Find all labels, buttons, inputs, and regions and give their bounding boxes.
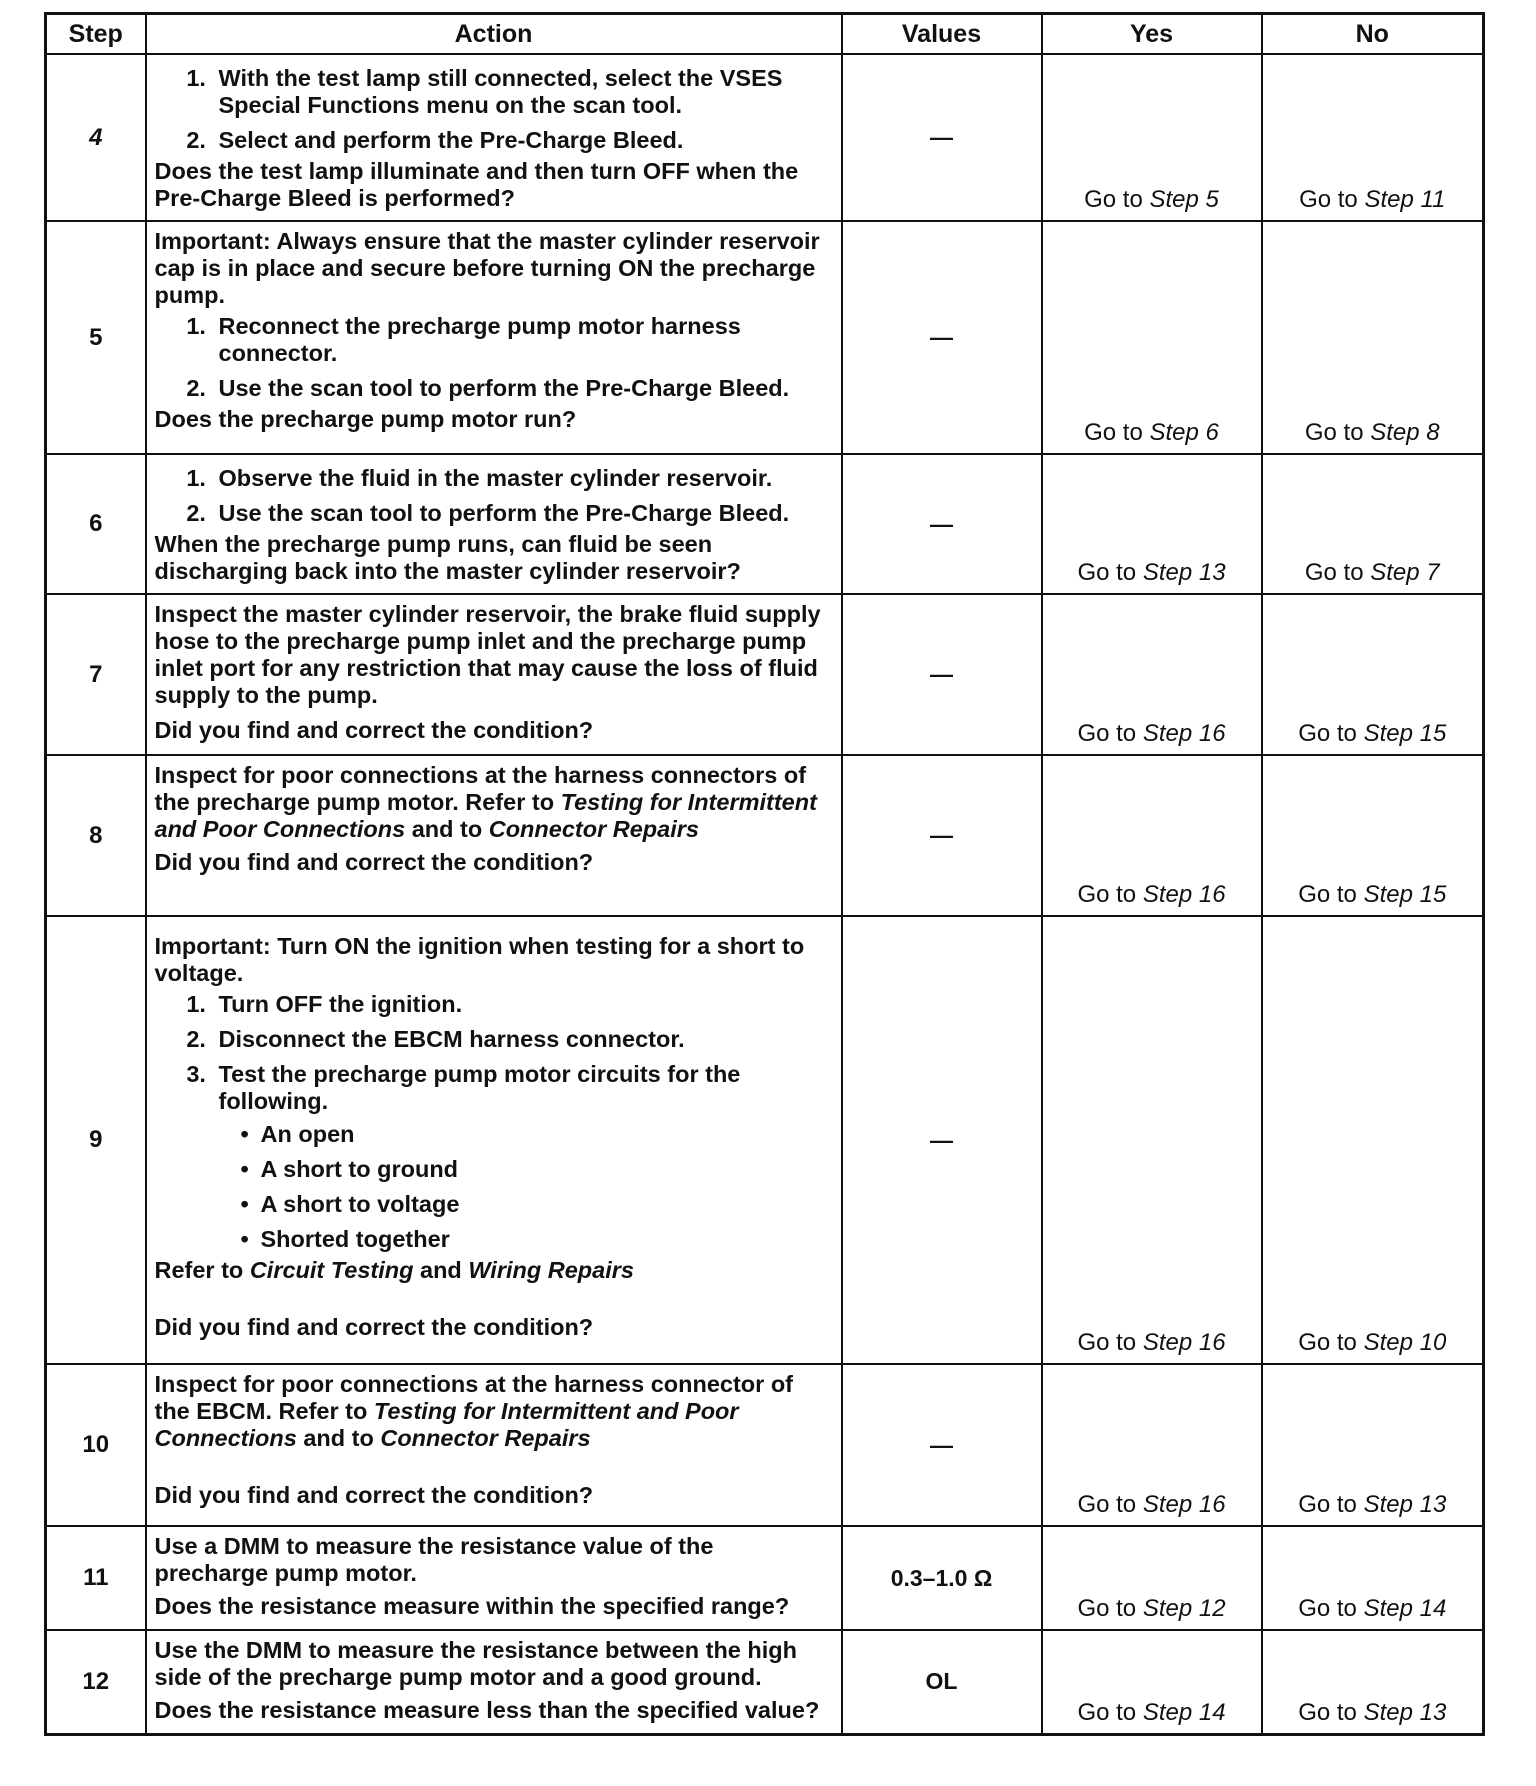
diagnostic-table bbox=[44, 12, 1485, 1736]
step-number: 11 bbox=[46, 1526, 146, 1630]
refer-text bbox=[155, 1257, 831, 1284]
column-header-step: Step bbox=[46, 14, 146, 55]
bullet-item: • Shorted together bbox=[255, 1226, 831, 1253]
no-step-link[interactable]: Step 10 bbox=[1363, 1329, 1447, 1356]
go-to-prefix: Go to bbox=[1077, 1698, 1143, 1726]
instruction-text-part: Inspect for poor connections at the harness connectors of the precharge pump motor. Refer to bbox=[154, 762, 807, 815]
go-to-prefix: Go to bbox=[1077, 1595, 1143, 1622]
procedure-step: 1. Observe the fluid in the master cylinder reservoir. bbox=[213, 465, 831, 492]
yes-step-link[interactable]: Step 12 bbox=[1142, 1595, 1226, 1622]
yes-cell bbox=[1042, 1630, 1262, 1734]
yes-step-link[interactable]: Step 13 bbox=[1142, 559, 1226, 586]
value-cell: — bbox=[842, 594, 1042, 755]
instruction-text: Use a DMM to measure the resistance value of the precharge pump motor. bbox=[154, 1533, 714, 1586]
step-number: 4 bbox=[46, 54, 146, 221]
question-text: Does the resistance measure less than the specified value? bbox=[154, 1697, 820, 1723]
yes-cell bbox=[1042, 594, 1262, 755]
reference-link[interactable]: Circuit Testing bbox=[249, 1257, 414, 1283]
action-cell bbox=[146, 1526, 842, 1630]
go-to-prefix: Go to bbox=[1298, 1698, 1364, 1726]
question-text: Does the resistance measure within the specified range? bbox=[154, 1593, 790, 1619]
procedure-step-text: Test the precharge pump motor circuits for the following. bbox=[218, 1061, 741, 1114]
go-to-prefix: Go to bbox=[1299, 186, 1365, 213]
procedure-step: 1. With the test lamp still connected, select the VSES Special Functions menu on the scan tool. bbox=[213, 65, 831, 119]
yes-cell bbox=[1042, 454, 1262, 594]
question-text: Did you find and correct the condition? bbox=[154, 1482, 594, 1508]
instruction-text-part: and to bbox=[405, 816, 489, 842]
no-step-link[interactable]: Step 14 bbox=[1363, 1595, 1447, 1622]
yes-step-link[interactable]: Step 16 bbox=[1142, 720, 1226, 747]
no-step-link[interactable]: Step 11 bbox=[1364, 186, 1446, 213]
question-text: Did you find and correct the condition? bbox=[154, 849, 594, 875]
question-text: Does the precharge pump motor run? bbox=[154, 406, 577, 432]
go-to-prefix: Go to bbox=[1077, 720, 1143, 747]
value-cell: — bbox=[842, 221, 1042, 454]
go-to-prefix: Go to bbox=[1084, 419, 1150, 446]
instruction-text: Use the DMM to measure the resistance between the high side of the precharge pump motor and a good ground. bbox=[154, 1637, 797, 1690]
yes-cell bbox=[1042, 755, 1262, 916]
reference-link[interactable]: Testing for Intermittent and Poor Connections bbox=[154, 789, 817, 842]
procedure-step: 1. Reconnect the precharge pump motor harness connector. bbox=[213, 313, 831, 367]
important-label: Important: bbox=[154, 933, 271, 959]
yes-step-link[interactable]: Step 14 bbox=[1142, 1698, 1226, 1726]
question-text: When the precharge pump runs, can fluid be seen discharging back into the master cylinder reservoir? bbox=[154, 531, 741, 584]
go-to-prefix: Go to bbox=[1298, 1595, 1364, 1622]
step-number: 5 bbox=[46, 221, 146, 454]
value-cell: — bbox=[842, 54, 1042, 221]
table-row bbox=[46, 1364, 1484, 1526]
no-cell bbox=[1262, 916, 1484, 1364]
step-number: 10 bbox=[46, 1364, 146, 1526]
value-cell: — bbox=[842, 755, 1042, 916]
procedure-step bbox=[213, 1061, 831, 1253]
reference-link[interactable]: Wiring Repairs bbox=[468, 1257, 634, 1283]
procedure-list bbox=[155, 313, 831, 402]
go-to-prefix: Go to bbox=[1304, 559, 1371, 586]
table-row bbox=[46, 594, 1484, 755]
yes-cell bbox=[1042, 916, 1262, 1364]
important-text: Turn ON the ignition when testing for a short to voltage. bbox=[154, 933, 805, 986]
table-row bbox=[46, 916, 1484, 1364]
procedure-step: 2. Select and perform the Pre-Charge Bleed. bbox=[213, 127, 831, 154]
no-cell bbox=[1262, 755, 1484, 916]
go-to-prefix: Go to bbox=[1304, 419, 1371, 446]
question-text: Did you find and correct the condition? bbox=[154, 717, 594, 743]
no-cell bbox=[1262, 594, 1484, 755]
no-step-link[interactable]: Step 13 bbox=[1363, 1698, 1447, 1726]
refer-text-part: and bbox=[413, 1257, 469, 1283]
question-text: Did you find and correct the condition? bbox=[154, 1314, 594, 1340]
table-row bbox=[46, 755, 1484, 916]
no-step-link[interactable]: Step 15 bbox=[1363, 720, 1447, 747]
bullet-list bbox=[219, 1121, 831, 1253]
action-cell bbox=[146, 594, 842, 755]
action-cell bbox=[146, 755, 842, 916]
instruction-text-part: Inspect for poor connections at the harness connector of the EBCM. Refer to bbox=[154, 1371, 794, 1424]
no-step-link[interactable]: Step 7 bbox=[1370, 559, 1440, 586]
procedure-list bbox=[155, 65, 831, 154]
yes-cell bbox=[1042, 54, 1262, 221]
no-cell bbox=[1262, 221, 1484, 454]
instruction-text-part: and to bbox=[296, 1425, 381, 1451]
action-cell bbox=[146, 1364, 842, 1526]
procedure-step: 1. Turn OFF the ignition. bbox=[213, 991, 831, 1018]
column-header-action: Action bbox=[146, 14, 842, 55]
important-text: Always ensure that the master cylinder reservoir cap is in place and secure before turning ON the precharge pump. bbox=[154, 228, 820, 308]
yes-step-link[interactable]: Step 5 bbox=[1149, 186, 1219, 213]
procedure-step: 2. Use the scan tool to perform the Pre-Charge Bleed. bbox=[213, 500, 831, 527]
table-row bbox=[46, 221, 1484, 454]
important-note bbox=[155, 228, 831, 309]
go-to-prefix: Go to bbox=[1298, 720, 1364, 747]
action-cell bbox=[146, 54, 842, 221]
instruction-text bbox=[155, 1371, 831, 1452]
value-cell: — bbox=[842, 1364, 1042, 1526]
step-number: 6 bbox=[46, 454, 146, 594]
table-row bbox=[46, 1630, 1484, 1734]
value-cell: OL bbox=[842, 1630, 1042, 1734]
no-step-link[interactable]: Step 15 bbox=[1363, 881, 1447, 908]
no-step-link[interactable]: Step 13 bbox=[1363, 1491, 1447, 1518]
yes-step-link[interactable]: Step 16 bbox=[1142, 881, 1226, 908]
no-cell bbox=[1262, 1526, 1484, 1630]
no-step-link[interactable]: Step 8 bbox=[1370, 419, 1440, 446]
step-number: 9 bbox=[46, 916, 146, 1364]
action-cell bbox=[146, 916, 842, 1364]
procedure-step: 2. Disconnect the EBCM harness connector. bbox=[213, 1026, 831, 1053]
yes-cell bbox=[1042, 221, 1262, 454]
yes-step-link[interactable]: Step 16 bbox=[1142, 1491, 1226, 1518]
go-to-prefix: Go to bbox=[1077, 559, 1143, 586]
value-cell: — bbox=[842, 916, 1042, 1364]
question-text: Does the test lamp illuminate and then turn OFF when the Pre-Charge Bleed is performed? bbox=[154, 158, 799, 211]
go-to-prefix: Go to bbox=[1077, 1491, 1143, 1518]
bullet-item: • An open bbox=[255, 1121, 831, 1148]
table-row bbox=[46, 54, 1484, 221]
refer-text-part: Refer to bbox=[154, 1257, 250, 1283]
instruction-text: Inspect the master cylinder reservoir, the brake fluid supply hose to the precharge pump inlet and the precharge pump inlet port for any restriction that may cause the loss of fluid supply to the pump. bbox=[154, 601, 821, 708]
step-number: 8 bbox=[46, 755, 146, 916]
no-cell bbox=[1262, 1630, 1484, 1734]
procedure-list bbox=[155, 465, 831, 527]
procedure-step: 2. Use the scan tool to perform the Pre-Charge Bleed. bbox=[213, 375, 831, 402]
yes-cell bbox=[1042, 1364, 1262, 1526]
column-header-no: No bbox=[1262, 14, 1484, 55]
column-header-yes: Yes bbox=[1042, 14, 1262, 55]
go-to-prefix: Go to bbox=[1077, 1329, 1143, 1356]
table-row bbox=[46, 1526, 1484, 1630]
important-label: Important: bbox=[154, 228, 271, 254]
bullet-item: • A short to ground bbox=[255, 1156, 831, 1183]
action-cell bbox=[146, 221, 842, 454]
go-to-prefix: Go to bbox=[1298, 1491, 1364, 1518]
step-number: 7 bbox=[46, 594, 146, 755]
no-cell bbox=[1262, 1364, 1484, 1526]
no-cell bbox=[1262, 454, 1484, 594]
go-to-prefix: Go to bbox=[1298, 1329, 1364, 1356]
table-header-row bbox=[46, 14, 1484, 55]
value-cell: — bbox=[842, 454, 1042, 594]
instruction-text bbox=[155, 762, 831, 843]
important-note bbox=[155, 933, 831, 987]
yes-step-link[interactable]: Step 6 bbox=[1149, 419, 1219, 446]
yes-step-link[interactable]: Step 16 bbox=[1142, 1329, 1226, 1356]
step-number: 12 bbox=[46, 1630, 146, 1734]
action-cell bbox=[146, 1630, 842, 1734]
yes-cell bbox=[1042, 1526, 1262, 1630]
go-to-prefix: Go to bbox=[1084, 186, 1150, 213]
go-to-prefix: Go to bbox=[1077, 881, 1143, 908]
value-cell: 0.3–1.0 Ω bbox=[842, 1526, 1042, 1630]
reference-link[interactable]: Connector Repairs bbox=[488, 816, 699, 842]
bullet-item: • A short to voltage bbox=[255, 1191, 831, 1218]
procedure-list bbox=[155, 991, 831, 1253]
no-cell bbox=[1262, 54, 1484, 221]
table-row bbox=[46, 454, 1484, 594]
go-to-prefix: Go to bbox=[1298, 881, 1364, 908]
reference-link[interactable]: Testing for Intermittent and Poor Connections bbox=[154, 1398, 739, 1451]
reference-link[interactable]: Connector Repairs bbox=[380, 1425, 591, 1451]
column-header-values: Values bbox=[842, 14, 1042, 55]
action-cell bbox=[146, 454, 842, 594]
